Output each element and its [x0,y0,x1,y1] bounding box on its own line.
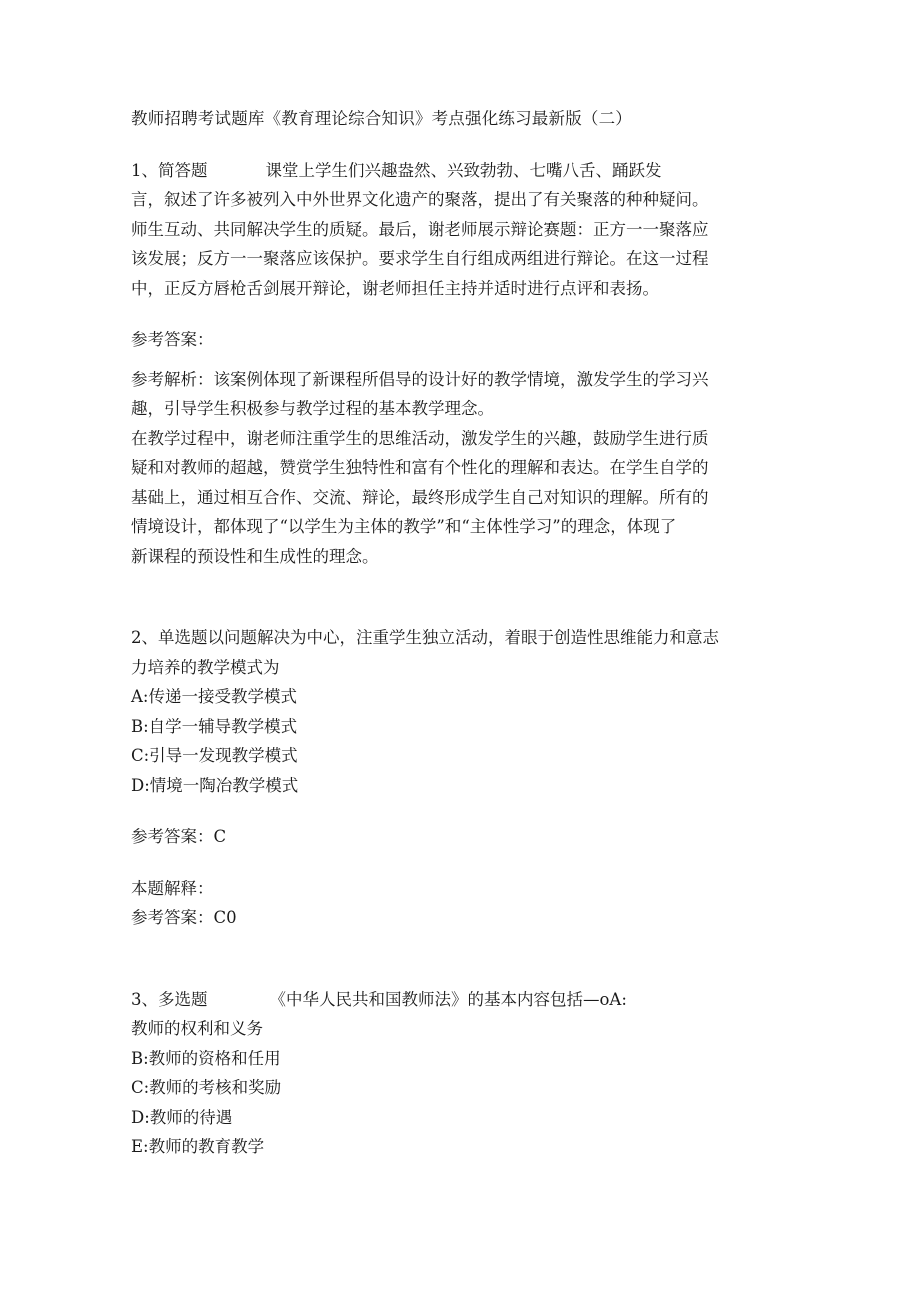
question-2-option-a: A:传递一接受教学模式 [131,687,297,706]
question-3 [131,985,791,1162]
question-2-option-d: D:情境一陶冶教学模式 [131,775,299,795]
question-2-explain-answer: 参考答案：C0 [131,908,237,927]
question-1-line: 该发展；反方一一聚落应该保护。要求学生自行组成两组进行辩论。在这一过程 [131,249,709,268]
question-1-analysis-line: 情境设计，都体现了“以学生为主体的教学”和“主体性学习”的理念，体现了 [131,517,677,536]
question-1-text-start: 课堂上学生们兴趣盎然、兴致勃勃、七嘴八舌、踊跃发 [265,160,662,180]
question-2-option-b: B:自学一辅导教学模式 [131,716,298,736]
question-2-answer: 参考答案：C [131,827,227,846]
question-1-head: 1、简答题 [131,160,208,180]
question-1-analysis-line: 基础上，通过相互合作、交流、辩论，最终形成学生自己对知识的理解。所有的 [131,487,709,507]
question-1-analysis-line: 参考解析：该案例体现了新课程所倡导的设计好的教学情境，激发学生的学习兴 [131,369,709,389]
question-1-line: 言，叙述了许多被列入中外世界文化遗产的聚落，提出了有关聚落的种种疑问。 [131,190,709,209]
question-1-analysis-line: 疑和对教师的超越，赞赏学生独特性和富有个性化的理解和表达。在学生自学的 [131,458,709,477]
document-body [131,104,791,1162]
question-1-line: 中，正反方唇枪舌剑展开辩论，谢老师担任主持并适时进行点评和表扬。 [131,278,659,298]
question-1-analysis-line: 新课程的预设性和生成性的理念。 [131,546,379,566]
question-3-head: 3、多选题 [131,989,208,1009]
question-2 [131,623,791,933]
question-3-first-line [131,985,791,1015]
question-2-explain-label: 本题解释： [131,878,214,898]
question-3-option-e: E:教师的教育教学 [131,1137,265,1156]
question-3-option-d: D:教师的待遇 [131,1107,233,1127]
document-title: 教师招聘考试题库《教育理论综合知识》考点强化练习最新版（二） [131,109,632,128]
question-3-option-b: B:教师的资格和任用 [131,1048,281,1068]
question-3-text-start: 《中华人民共和国教师法》的基本内容包括—oA: [269,989,627,1009]
question-1-analysis-line: 趣，引导学生积极参与教学过程的基本教学理念。 [131,399,494,418]
question-1-first-line [131,156,791,186]
question-1-answer-label: 参考答案： [131,330,214,349]
question-1 [131,156,791,572]
question-1-line: 师生互动、共同解决学生的质疑。最后，谢老师展示辩论赛题：正方一一聚落应 [131,219,709,239]
question-3-option: 教师的权利和义务 [131,1019,263,1038]
question-3-option-c: C:教师的考核和奖励 [131,1078,282,1097]
question-2-option-c: C:引导一发现教学模式 [131,746,298,765]
question-2-line: 2、单选题以问题解决为中心，注重学生独立活动，着眼于创造性思维能力和意志 [131,628,719,647]
question-2-line: 力培养的教学模式为 [131,657,280,677]
question-1-analysis-line: 在教学过程中，谢老师注重学生的思维活动，激发学生的兴趣，鼓励学生进行质 [131,428,709,448]
